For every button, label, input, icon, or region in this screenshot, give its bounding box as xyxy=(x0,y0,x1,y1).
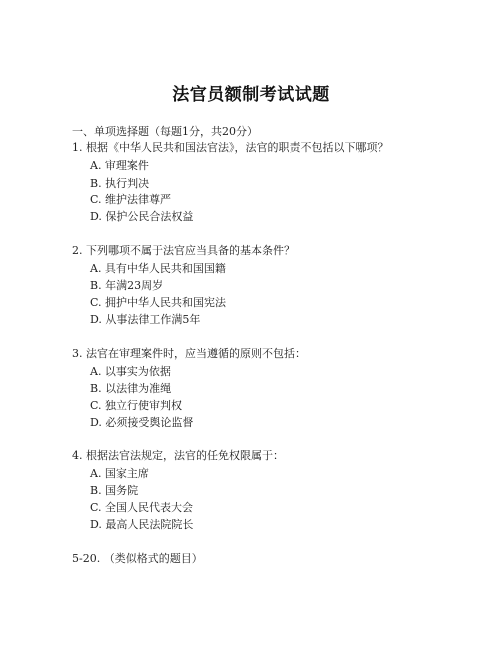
question-4-stem: 4. 根据法官法规定，法官的任免权限属于： xyxy=(72,449,284,462)
question-2-option-b: B. 年满23周岁 xyxy=(90,279,164,292)
question-2-option-a: A. 具有中华人民共和国国籍 xyxy=(90,262,226,275)
question-2-option-d: D. 从事法律工作满5年 xyxy=(90,313,201,326)
question-1-option-c: C. 维护法律尊严 xyxy=(90,193,172,206)
question-3-option-d: D. 必须接受舆论监督 xyxy=(90,416,194,429)
question-1-option-d: D. 保护公民合法权益 xyxy=(90,210,194,223)
question-1-option-b: B. 执行判决 xyxy=(90,177,150,190)
question-3-option-c: C. 独立行使审判权 xyxy=(90,399,183,412)
question-1-stem: 1. 根据《中华人民共和国法官法》，法官的职责不包括以下哪项？ xyxy=(72,141,389,154)
question-4-option-b: B. 国务院 xyxy=(90,484,139,497)
question-2-option-c: C. 拥护中华人民共和国宪法 xyxy=(90,296,227,309)
question-3-option-a: A. 以事实为依据 xyxy=(90,365,171,378)
document-title: 法官员额制考试试题 xyxy=(172,85,330,105)
question-3-stem: 3. 法官在审理案件时，应当遵循的原则不包括： xyxy=(72,347,306,360)
question-2-stem: 2. 下列哪项不属于法官应当具备的基本条件？ xyxy=(72,244,295,257)
question-4-option-d: D. 最高人民法院院长 xyxy=(90,518,194,531)
remaining-questions-note: 5-20. （类似格式的题目） xyxy=(72,552,203,565)
section-heading: 一、单项选择题（每题1分，共20分） xyxy=(72,125,258,138)
question-3-option-b: B. 以法律为准绳 xyxy=(90,382,172,395)
question-4-option-a: A. 国家主席 xyxy=(90,467,149,480)
question-1-option-a: A. 审理案件 xyxy=(90,159,149,172)
question-4-option-c: C. 全国人民代表大会 xyxy=(90,501,194,514)
